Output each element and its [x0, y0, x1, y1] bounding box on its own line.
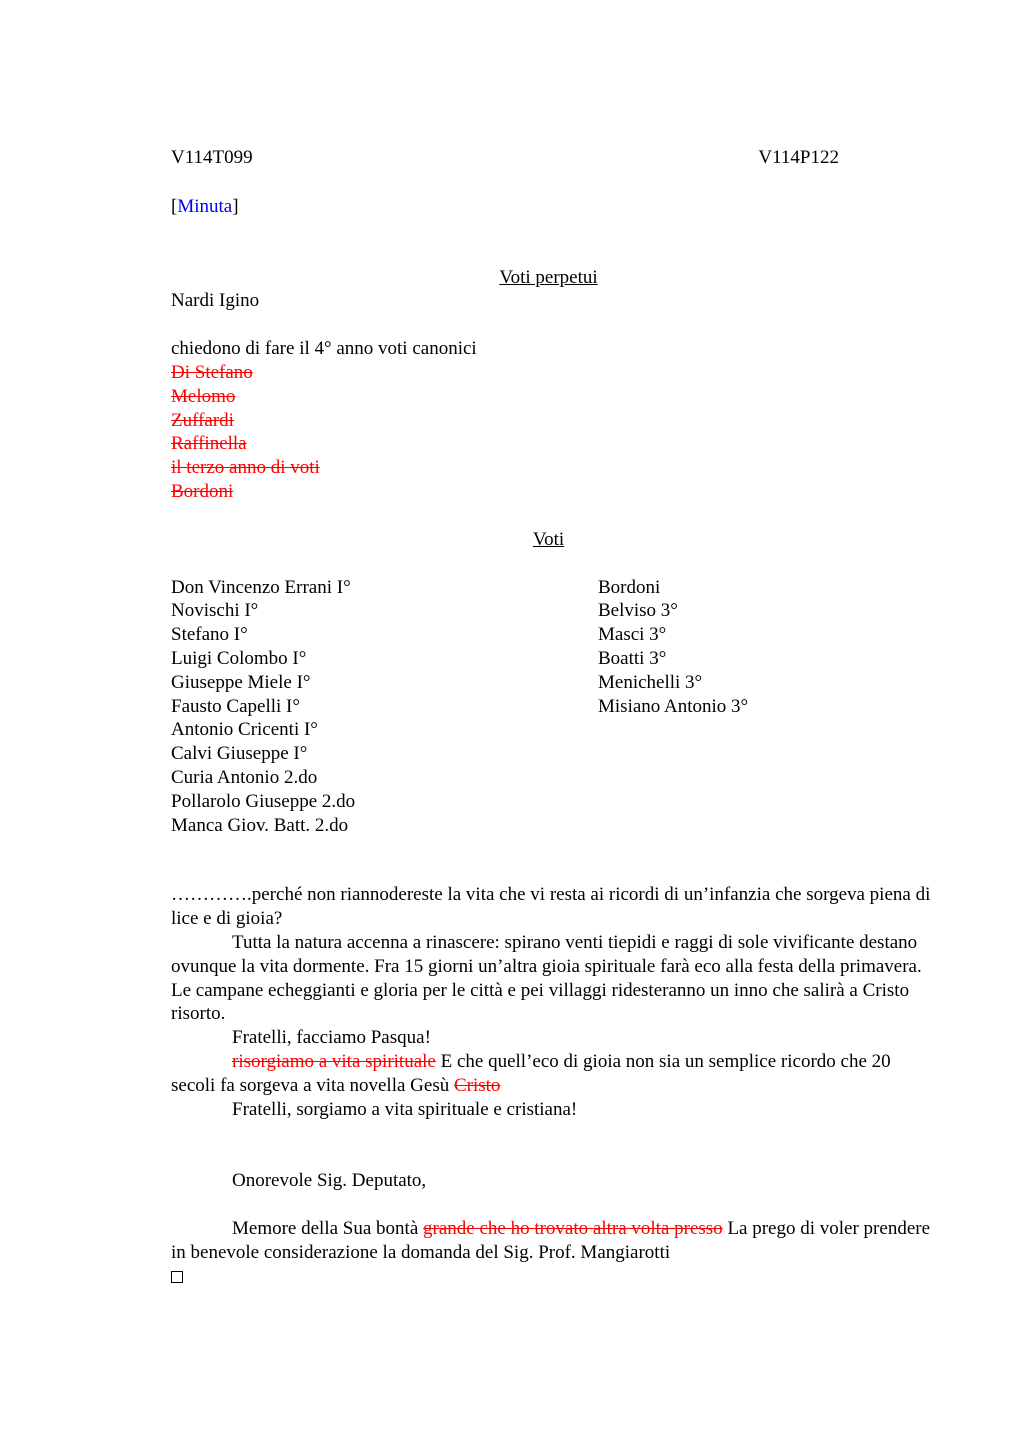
list-item: Menichelli 3° — [598, 671, 703, 693]
list-item: Belviso 3° — [598, 600, 678, 622]
list-item: Don Vincenzo Errani I° — [171, 576, 351, 598]
list-item: Curia Antonio 2.do — [171, 766, 318, 788]
list-item: Manca Giov. Batt. 2.do — [171, 814, 349, 836]
easter-paragraph-4: risorgiamo a vita spirituale E che quell’eco di gioia non sia un semplice ricordo che 20 secoli fa sorgeva a vita novella Gesù Cristo — [171, 1050, 891, 1096]
checkbox-icon — [171, 1265, 931, 1290]
list-item: Antonio Cricenti I° — [171, 719, 318, 741]
list-item: Misiano Antonio 3° — [598, 695, 749, 717]
easter-paragraph-3: Fratelli, facciamo Pasqua! — [232, 1027, 431, 1049]
struck-phrase: grande che ho trovato altra volta presso — [423, 1218, 723, 1240]
struck-line: il terzo anno di voti — [171, 457, 320, 479]
struck-phrase: risorgiamo a vita spirituale — [232, 1050, 436, 1072]
list-item: Boatti 3° — [598, 647, 667, 669]
easter-paragraph-5: Fratelli, sorgiamo a vita spirituale e cristiana! — [232, 1098, 578, 1120]
left-names-column — [171, 576, 598, 838]
name-nardi: Nardi Igino — [171, 290, 260, 312]
section-title-voti: Voti — [532, 528, 565, 550]
struck-line: Raffinella — [171, 433, 247, 455]
list-item: Fausto Capelli I° — [171, 695, 300, 717]
struck-line: Di Stefano — [171, 361, 253, 383]
list-item: Pollarolo Giuseppe 2.do — [171, 790, 356, 812]
right-names-column — [598, 576, 898, 838]
list-item: Masci 3° — [598, 624, 667, 646]
list-item: Bordoni — [598, 576, 661, 598]
document-page — [171, 146, 931, 1289]
struck-line: Melomo — [171, 385, 236, 407]
list-item: Calvi Giuseppe I° — [171, 743, 308, 765]
left-code: V114T099 — [171, 147, 253, 168]
easter-paragraph-2: Tutta la natura accenna a rinascere: spirano venti tiepidi e raggi di sole vivificante destano ovunque la vita dormente. Fra 15 giorni un’altra gioia spirituale farà eco alla festa della primavera. Le campane echeggianti e gloria per le città e pei villaggi ridesteranno un inno che salirà a Cristo risorto. — [171, 931, 922, 1025]
minuta-label: [Minuta] — [171, 195, 239, 217]
right-code: V114P122 — [758, 147, 839, 168]
names-columns — [171, 576, 931, 838]
list-item: Stefano I° — [171, 624, 248, 646]
struck-word: Cristo — [453, 1074, 501, 1096]
section-title-voti-perpetui: Voti perpetui — [499, 266, 598, 288]
list-item: Luigi Colombo I° — [171, 647, 307, 669]
minuta-link[interactable]: Minuta — [177, 195, 233, 217]
letter-salutation: Onorevole Sig. Deputato, — [232, 1170, 427, 1192]
header-row — [171, 146, 839, 170]
list-item: Novischi I° — [171, 600, 259, 622]
list-item: Giuseppe Miele I° — [171, 671, 311, 693]
struck-list — [171, 361, 931, 504]
struck-line: Zuffardi — [171, 409, 234, 431]
letter-body: Memore della Sua bontà grande che ho trovato altra volta presso La prego di voler prendere in benevole considerazione la domanda del Sig. Prof. Mangiarotti — [171, 1218, 931, 1263]
request-line: chiedono di fare il 4° anno voti canonici — [171, 338, 477, 360]
easter-paragraph-1: ………….perché non riannodereste la vita che vi resta ai ricordi di un’infanzia che sorgeva piena di lice e di gioia? — [171, 884, 931, 930]
struck-line: Bordoni — [171, 480, 234, 502]
